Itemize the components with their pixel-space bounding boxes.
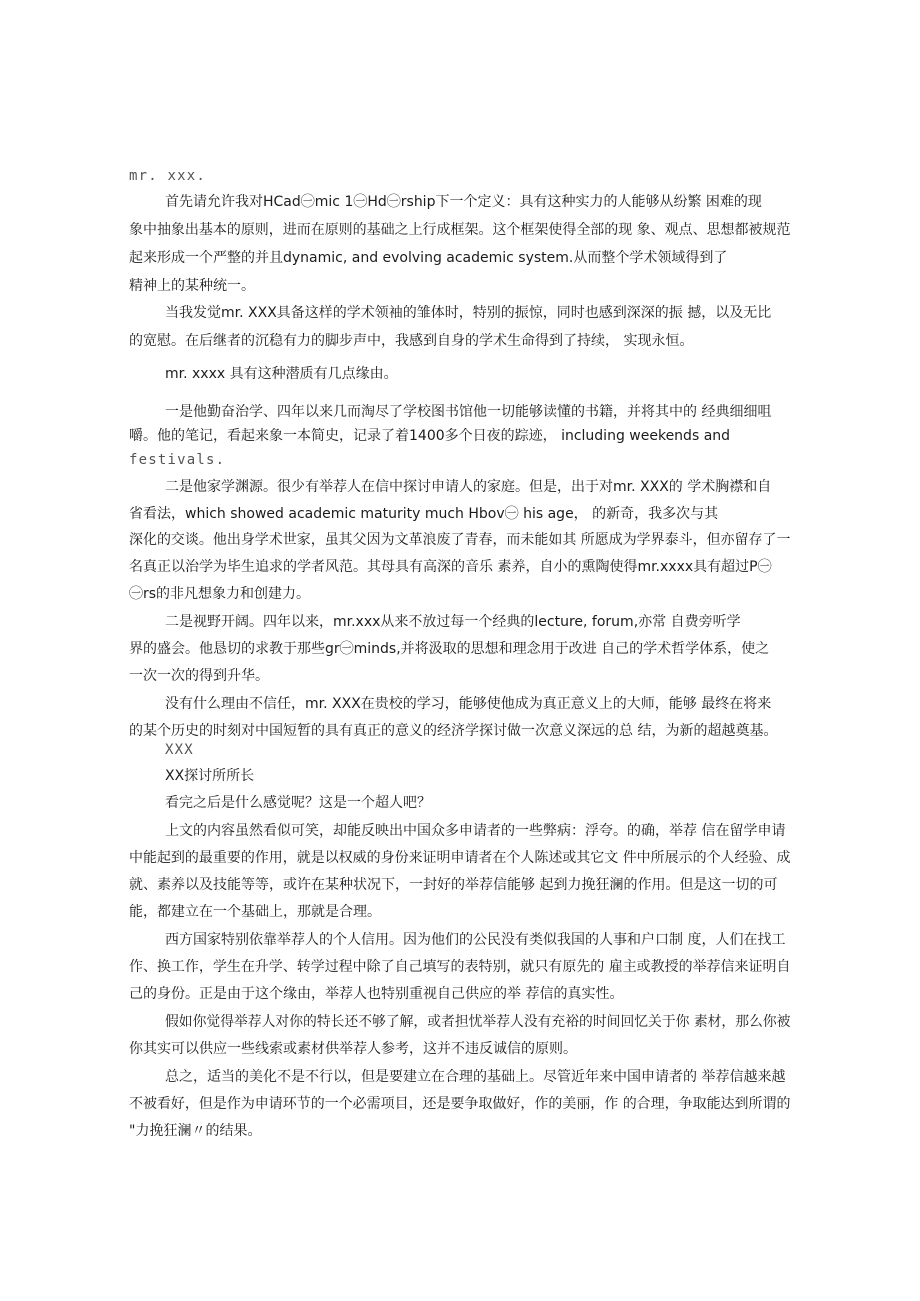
para-9-line-1: 上文的内容虽然看似可笑，却能反映出中国众多申请者的一些弊病：浮夸。的确，举荐 信在留学申请: [165, 823, 786, 839]
para-11-line-1: 假如你觉得举荐人对你的特长还不够了解，或者担忧举荐人没有充裕的时间回忆关于你 素材，那么你被: [165, 1014, 791, 1030]
para-4-line-3: festivals.: [129, 452, 226, 468]
para-1-line-4: 精神上的某种统一。: [129, 278, 255, 294]
para-4-line-1: 一是他勤奋治学、四年以来几而淘尽了学校图书馆他一切能够读懂的书籍，并将其中的 经典细细咀: [165, 404, 772, 420]
para-1-line-2: 象中抽象出基本的原则，进而在原则的基础之上行成框架。这个框架使得全部的现 象、观点、思想都被规范: [129, 222, 791, 238]
salutation: mr. xxx.: [129, 168, 207, 184]
para-5-line-3: 深化的交谈。他出身学术世家，虽其父因为文革浪废了青春，而未能如其 所愿成为学界泰斗，但亦留存了一: [129, 532, 791, 548]
para-5-line-1: 二是他家学渊源。很少有举荐人在信中探讨申请人的家庭。但是，出于对mr. XXX的 学术胸襟和自: [165, 479, 772, 495]
para-9-line-4: 能，都建立在一个基础上，那就是合理。: [129, 904, 381, 920]
para-5-line-2: 省看法，which showed academic maturity much Hbov㊀ his age， 的新奇，我多次与其: [129, 506, 719, 522]
para-2-line-2: 的宽慰。在后继者的沉稳有力的脚步声中，我感到自身的学术生命得到了持续， 实现永恒。: [129, 333, 694, 349]
para-12-line-1: 总之，适当的美化不是不行以，但是要建立在合理的基础上。尽管近年来中国申请者的 举荐信越来越: [165, 1069, 786, 1085]
para-2-line-1: 当我发觉mr. XXX具备这样的学术领袖的雏体时，特别的振惊，同时也感到深深的振 撼，以及无比: [165, 305, 772, 321]
para-3: mr. xxxx 具有这种潜质有几点缘由。: [165, 366, 398, 382]
para-7-line-1: 没有什么理由不信任，mr. XXX在贵校的学习，能够使他成为真正意义上的大师，能够 最终在将来: [165, 696, 772, 712]
para-4-line-2: 嚼。他的笔记，看起来象一本简史，记录了着1400多个日夜的踪迹， including weekends and: [129, 428, 731, 444]
para-6-line-3: 一次一次的得到升华。: [129, 668, 269, 684]
para-5-line-4: 名真正以治学为毕生追求的学者风范。其母具有高深的音乐 素养，自小的熏陶使得mr.xxxx具有超过P㊀: [129, 559, 772, 575]
para-5-line-5: ㊀rs的非凡想象力和创建力。: [129, 586, 311, 602]
para-6-line-2: 界的盛会。他恳切的求教于那些gr㊀minds,并将汲取的思想和理念用于改进 自己的学术哲学体系，使之: [129, 641, 770, 657]
para-11-line-2: 你其实可以供应一些线索或素材供举荐人参考，这并不违反诚信的原则。: [129, 1041, 577, 1057]
para-1-line-1: 首先请允许我对HCad㊀mic 1㊀Hd㊀rship下一个定义：具有这种实力的人能够从纷繁 困难的现: [165, 194, 762, 210]
para-7-line-2: 的某个历史的时刻对中国短暂的具有真正的意义的经济学探讨做一次意义深远的总 结，为新的超越奠基。: [129, 723, 778, 739]
para-10-line-3: 己的身份。正是由于这个缘由，举荐人也特别重视自己供应的举 荐信的真实性。: [129, 986, 624, 1002]
para-9-line-2: 中能起到的最重要的作用，就是以权威的身份来证明申请者在个人陈述或其它文 件中所展示的个人经验、成: [129, 850, 791, 866]
para-6-line-1: 二是视野开阔。四年以来，mr.xxx从来不放过每一个经典的lecture, forum,亦常 自费旁听学: [165, 614, 741, 630]
signature-name: XXX: [165, 742, 194, 758]
para-10-line-1: 西方国家特别依靠举荐人的个人信用。因为他们的公民没有类似我国的人事和户口制 度，人们在找工: [165, 932, 786, 948]
para-12-line-3: "力挽狂澜〃的结果。: [129, 1123, 262, 1139]
para-10-line-2: 作、换工作，学生在升学、转学过程中除了自己填写的表特别，就只有原先的 雇主或教授的举荐信来证明自: [129, 959, 791, 975]
para-8: 看完之后是什么感觉呢？这是一个超人吧？: [165, 795, 431, 811]
signature-title: XX探讨所所长: [165, 768, 255, 784]
para-9-line-3: 就、素养以及技能等等，或许在某种状况下，一封好的举荐信能够 起到力挽狂澜的作用。但是这一切的可: [129, 877, 778, 893]
para-1-line-3: 起来形成一个严整的并且dynamic, and evolving academic system.从而整个学术领域得到了: [129, 250, 728, 266]
para-12-line-2: 不被看好，但是作为申请环节的一个必需项目，还是要争取做好，作的美丽，作 的合理，争取能达到所谓的: [129, 1096, 791, 1112]
